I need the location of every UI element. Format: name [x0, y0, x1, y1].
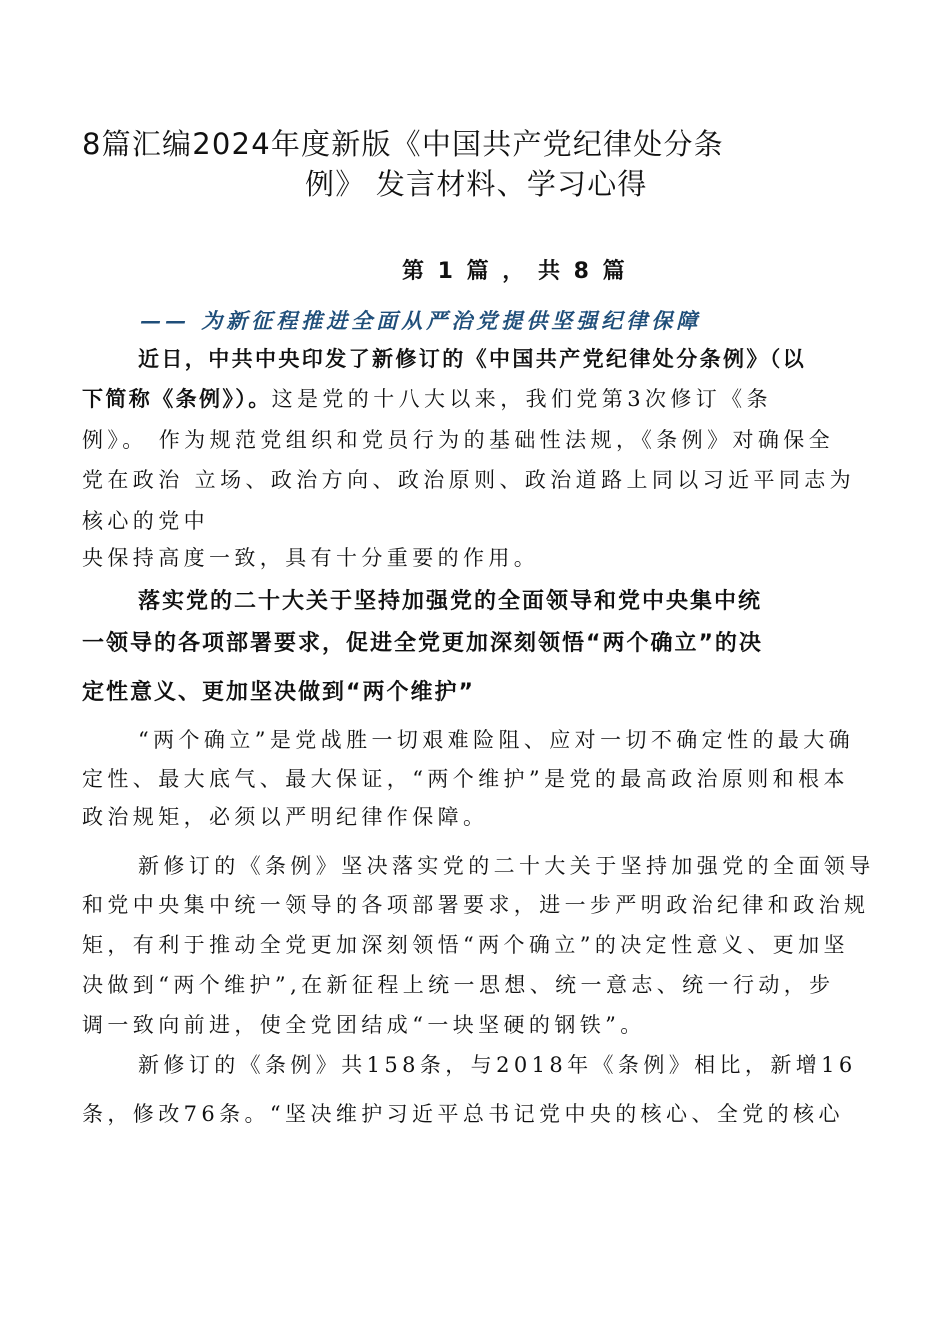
paragraph-3-line-4: 决做到“两个维护”,在新征程上统一思想、统一意志、统一行动，步: [82, 973, 835, 997]
paragraph-1-line-5: 核心的党中: [82, 509, 209, 533]
section-heading-line-1: 落实党的二十大关于坚持加强党的全面领导和党中央集中统: [138, 589, 763, 614]
paragraph-1-line-2-text: 这是党的十八大以来，我们党第3次修订《条: [271, 387, 772, 411]
paragraph-3-line-3: 矩，有利于推动全党更加深刻领悟“两个确立”的决定性意义、更加坚: [82, 933, 849, 957]
paragraph-2-line-3: 政治规矩，必须以严明纪律作保障。: [82, 805, 489, 829]
document-title-line-1: 8篇汇编2024年度新版《中国共产党纪律处分条: [82, 127, 724, 161]
paragraph-1-bold-lead: 下简称《条例》）。: [82, 387, 272, 411]
paragraph-4-line-2: 条，修改76条。“坚决维护习近平总书记党中央的核心、全党的核心: [82, 1102, 844, 1126]
paragraph-3-line-2: 和党中央集中统一领导的各项部署要求，进一步严明政治纪律和政治规: [82, 893, 870, 917]
paragraph-1-line-3: 例》。 作为规范党组织和党员行为的基础性法规，《条例》对确保全: [82, 428, 835, 452]
paragraph-3-line-5: 调一致向前进，使全党团结成“一块坚硬的钢铁”。: [82, 1013, 646, 1037]
paragraph-3-line-1: 新修订的《条例》坚决落实党的二十大关于坚持加强党的全面领导: [138, 854, 875, 878]
paragraph-2-line-2: 定性、最大底气、最大保证，“两个维护”是党的最高政治原则和根本: [82, 767, 849, 791]
paragraph-1-line-1-text: 近日，中共中央印发了新修订的《中国共产党纪律处分条例》（以: [138, 347, 807, 371]
document-title-line-2: 例》 发言材料、学习心得: [305, 167, 648, 201]
section-subtitle: —— 为新征程推进全面从严治党提供坚强纪律保障: [140, 308, 702, 333]
section-heading-line-3: 定性意义、更加坚决做到“两个维护”: [82, 680, 475, 705]
section-heading-line-2: 一领导的各项部署要求，促进全党更加深刻领悟“两个确立”的决: [82, 631, 763, 656]
paragraph-1-line-4: 党在政治 立场、政治方向、政治原则、政治道路上同以习近平同志为: [82, 468, 856, 492]
paragraph-4-line-1: 新修订的《条例》共158条，与2018年《条例》相比，新增16: [138, 1053, 857, 1077]
paragraph-1-line-6: 央保持高度一致，具有十分重要的作用。: [82, 546, 540, 570]
chapter-indicator: 第 1 篇 ， 共 8 篇: [402, 259, 628, 284]
paragraph-1-line-2: [82, 389, 772, 410]
paragraph-1-line-1: [138, 349, 806, 370]
paragraph-2-line-1: “两个确立”是党战胜一切艰难险阻、应对一切不确定性的最大确: [138, 728, 855, 752]
